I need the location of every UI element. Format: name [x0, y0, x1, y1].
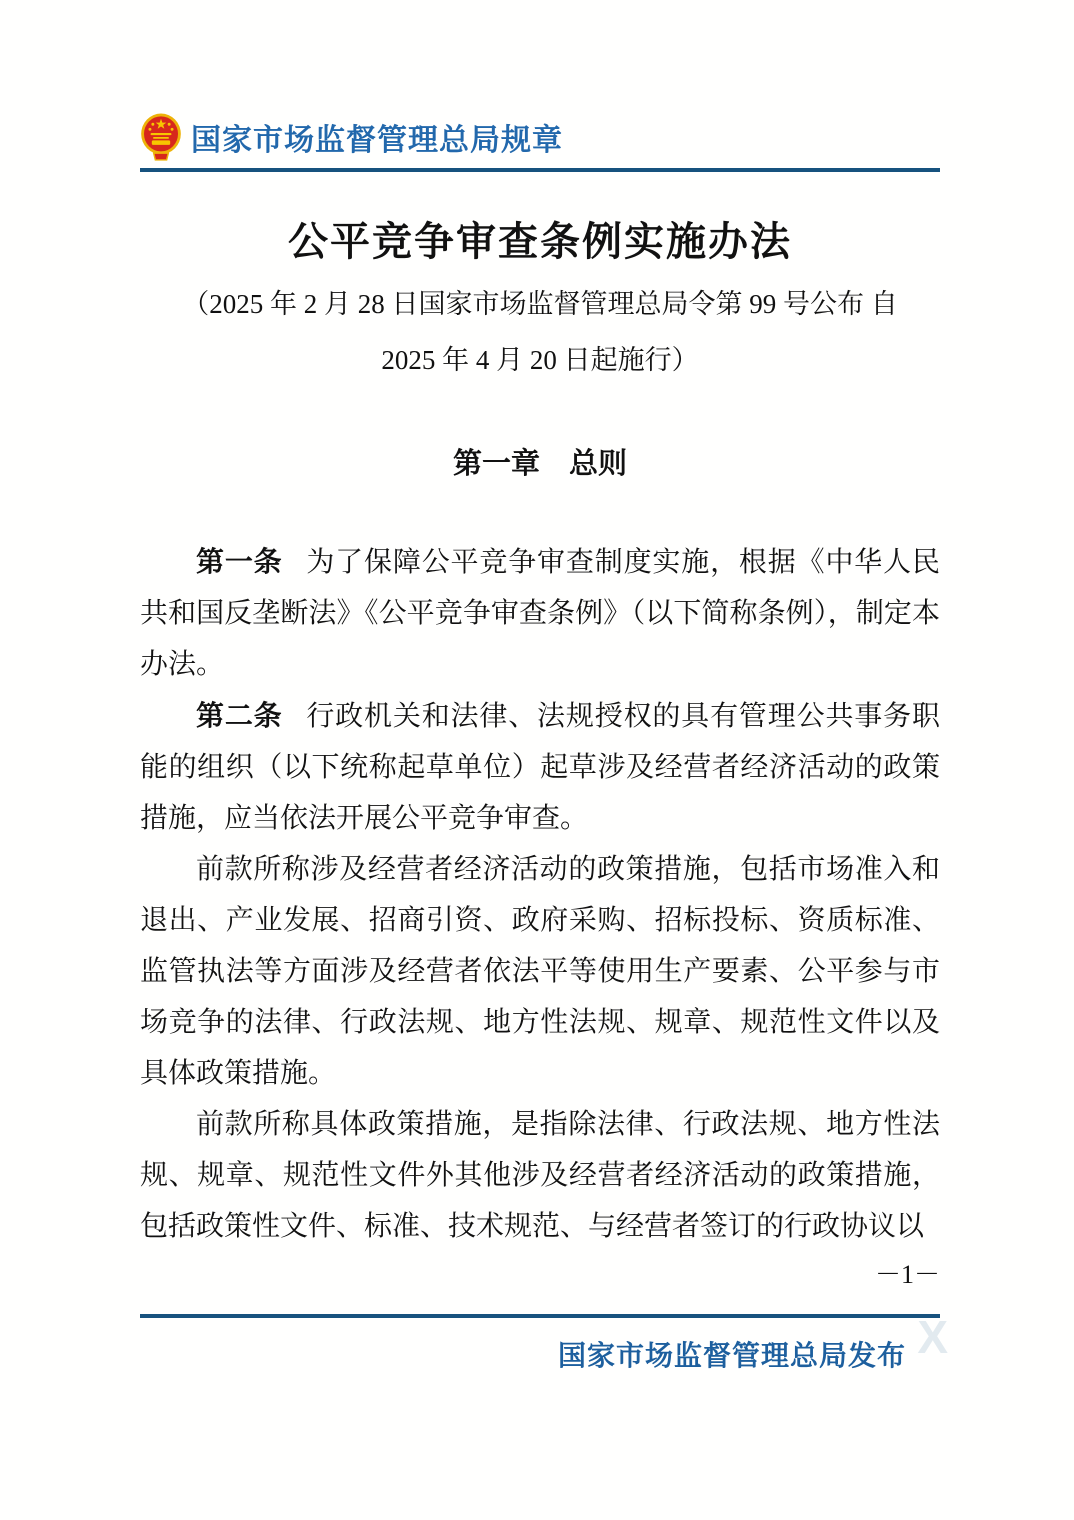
document-subtitle: [140, 276, 940, 388]
article-number-2: 第二条: [196, 700, 283, 731]
article-paragraph-1: [140, 536, 940, 690]
page-number: －1－: [874, 1260, 940, 1289]
article-paragraph-2: [140, 690, 940, 844]
article-paragraph-3: [140, 844, 940, 1099]
article-text-4: 前款所称具体政策措施，是指除法律、行政法规、地方性法规、规章、规范性文件外其他涉及经营者经济活动的政策措施，包括政策性文件、标准、技术规范、与经营者签订的行政协议以: [140, 1109, 940, 1242]
article-text-2: 行政机关和法律、法规授权的具有管理公共事务职能的组织（以下统称起草单位）起草涉及经营者经济活动的政策措施，应当依法开展公平竞争审查。: [140, 701, 940, 834]
header-divider: [140, 168, 940, 172]
subtitle-line-1: （2025 年 2 月 28 日国家市场监督管理总局令第 99 号公布 自: [182, 289, 898, 319]
article-text-1: 为了保障公平竞争审查制度实施，根据《中华人民共和国反垄断法》《公平竞争审查条例》（以下简称条例），制定本办法。: [140, 547, 940, 680]
article-paragraph-4: [140, 1099, 940, 1252]
document-body: [140, 536, 940, 1252]
national-emblem-icon: [140, 113, 182, 161]
chapter-heading: 第一章 总则: [452, 448, 627, 480]
publisher-label: 国家市场监督管理总局发布: [557, 1340, 906, 1371]
subtitle-line-2: 2025 年 4 月 20 日起施行）: [381, 345, 699, 375]
article-number-1: 第一条: [196, 546, 283, 577]
document-header: [140, 112, 940, 162]
article-text-3: 前款所称涉及经营者经济活动的政策措施，包括市场准入和退出、产业发展、招商引资、政府采购、招标投标、资质标准、监管执法等方面涉及经营者依法平等使用生产要素、公平参与市场竞争的法律、行政法规、地方性法规、规章、规范性文件以及具体政策措施。: [140, 854, 940, 1089]
footer-divider: [140, 1314, 940, 1318]
header-label: 国家市场监督管理总局规章: [191, 124, 563, 157]
document-title: 公平竞争审查条例实施办法: [288, 219, 792, 264]
watermark-x-mark: X: [917, 1311, 948, 1363]
